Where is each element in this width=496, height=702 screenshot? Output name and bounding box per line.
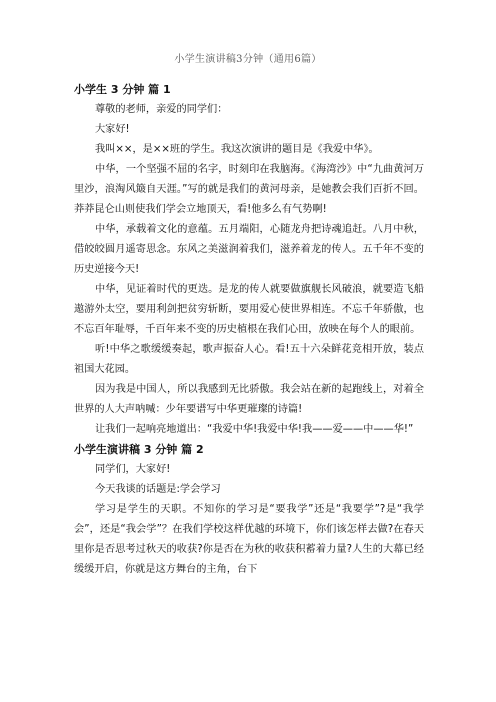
section-title-1: 小学生 3 分钟 篇 1 [74, 83, 171, 96]
paragraph: 因为我是中国人，所以我感到无比骄傲。我会站在新的起跑线上，对着全世界的人大声呐喊：少年要谱写中华更璀璨的诗篇! [74, 384, 424, 415]
paragraph: 学习是学生的天职。不知你的学习是“要我学”还是“我要学”?是“我学会”，还是“我会学”？在我们学校这样优越的环境下，你们该怎样去做?在春天里你是否思考过秋天的收获?你是否在为秋的收获积蓄着力量?人生的大幕已经缓缓开启，你就是这方舞台的主角，台下 [74, 504, 424, 575]
paragraph: 听!中华之歌缓缓奏起，歌声振奋人心。看!五十六朵鲜花竞相开放，装点祖国大花园。 [74, 344, 424, 375]
document-body [74, 80, 424, 580]
paragraph: 中华，承载着文化的意蕴。五月端阳，心随龙舟把诗魂追赶。八月中秋，借皎皎圆月遥寄思念。东风之美滋润着我们，滋养着龙的传人。五千年不变的历史逆接今天! [74, 224, 424, 275]
section-title-2: 小学生演讲稿 3 分钟 篇 2 [74, 443, 204, 456]
paragraph: 我叫××，是××班的学生。我这次演讲的题目是《我爱中华》。 [95, 144, 379, 155]
paragraph: 尊敬的老师，亲爱的同学们： [95, 104, 228, 115]
paragraph: 中华，见证着时代的更迭。是龙的传人就要做旗舰长风破浪，就要造飞船遨游外太空，要用利剑把贫穷斩断，要用爱心使世界相连。不忘千年骄傲，也不忘百年耻辱，千百年来不变的历史植根在我们心田，放映在每个人的眼前。 [74, 284, 424, 335]
paragraph: 中华，一个坚强不屈的名字，时刻印在我脑海。《海湾沙》中“九曲黄河万里沙，浪淘风簸自天涯。”写的就是我们的黄河母亲，是她教会我们百折不回。莽莽昆仑山则使我们学会立地顶天，看!他多么有气势啊! [74, 164, 424, 215]
paragraph: 今天我谈的话题是:学会学习 [95, 484, 221, 495]
document-header: 小学生演讲稿3分钟（通用6篇） [174, 54, 322, 65]
paragraph: 让我们一起响亮地道出：“我爱中华!我爱中华!我——爱——中——华!” [95, 424, 414, 435]
paragraph: 大家好! [95, 124, 130, 135]
paragraph: 同学们，大家好! [95, 464, 171, 475]
